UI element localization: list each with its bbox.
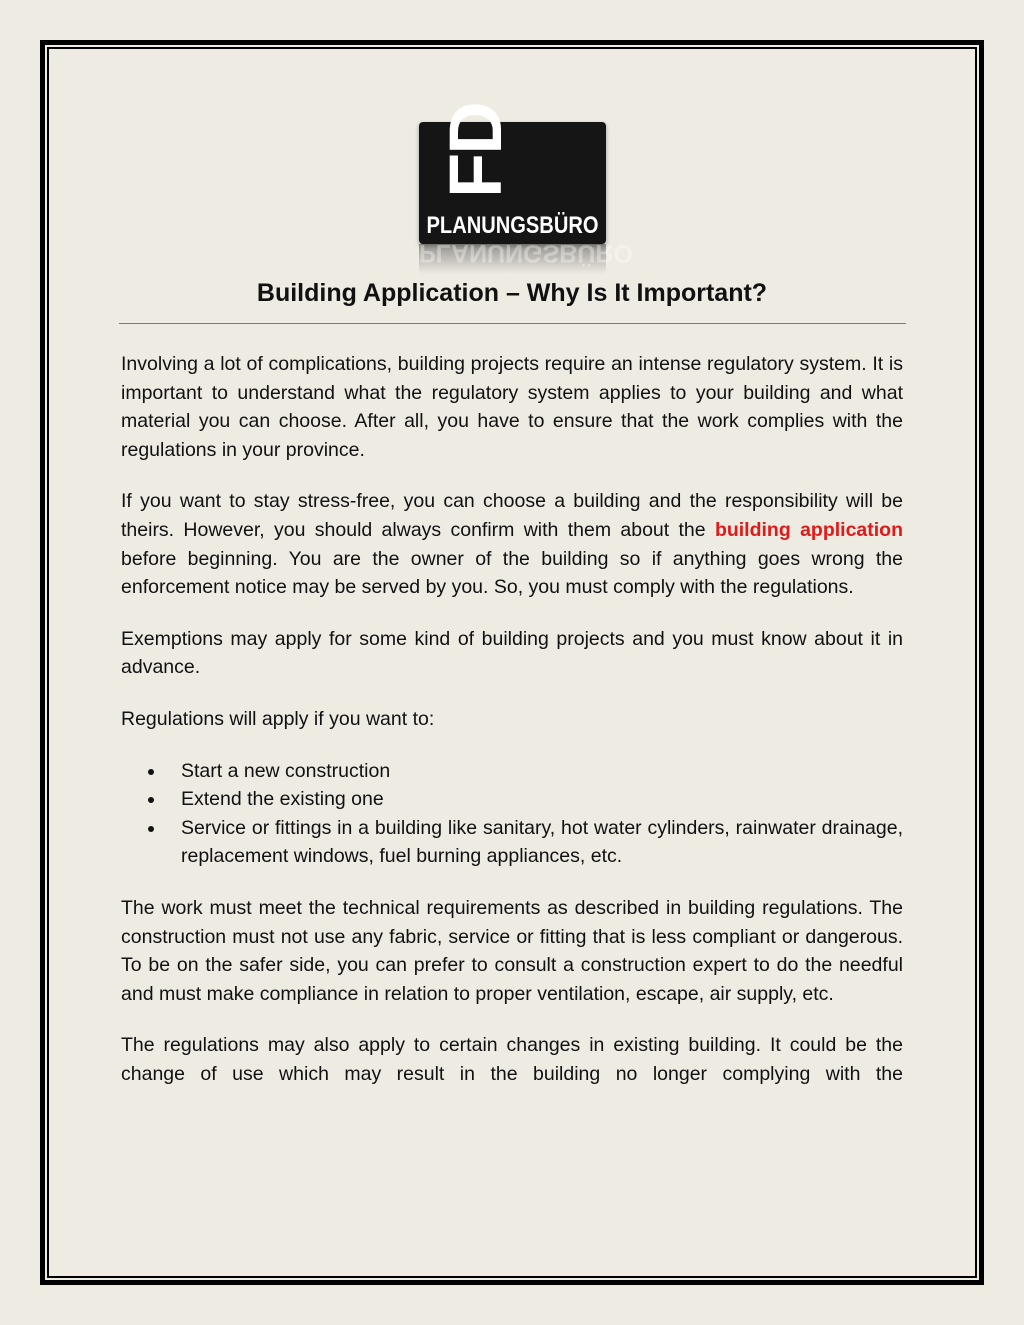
logo-reflection-text: PLANUNGSBÜRO: [419, 239, 633, 267]
paragraph-text: If you want to stay stress-free, you can choose a building and the responsibility will be theirs. However, you should always confirm with them about the: [121, 490, 903, 541]
paragraph: The regulations may also apply to certain changes in existing building. It could be the change of use which may result in the building no longer complying with the: [121, 1034, 903, 1085]
title-underline: [119, 323, 906, 324]
list-item: [181, 785, 903, 814]
paragraph: Involving a lot of complications, building projects require an intense regulatory system. It is important to understand what the regulatory system applies to your building and what material you can choose. After all, you have to ensure that the work complies with the regulations in your province.: [121, 353, 903, 461]
paragraph: Regulations will apply if you want to:: [121, 707, 435, 730]
document-title: Building Application – Why Is It Important?: [256, 279, 768, 307]
paragraph-text: before beginning. You are the owner of the building so if anything goes wrong the enforcement notice may be served by you. So, you must comply with the regulations.: [121, 547, 903, 599]
list-item-text: Service or fittings in a building like sanitary, hot water cylinders, rainwater drainage, replacement windows, fuel burning appliances, etc.: [181, 816, 903, 868]
list-item-text: Start a new construction: [181, 759, 391, 782]
bullet-icon: [148, 797, 154, 803]
logo-monogram: [434, 103, 517, 198]
fd-planungsburo-logo: [419, 103, 606, 244]
paragraph: Exemptions may apply for some kind of building projects and you must know about it in advance.: [121, 627, 903, 679]
building-application-link[interactable]: building application: [714, 518, 903, 541]
bullet-icon: [148, 826, 154, 832]
logo-vertical-text: FD: [434, 103, 517, 198]
paragraph: The work must meet the technical requirements as described in building regulations. The construction must not use any fabric, service or fitting that is less compliant or dangerous. To be on the safer side, you can prefer to consult a construction expert to do the needful and must make compliance in relation to proper ventilation, escape, air supply, etc.: [121, 896, 903, 1005]
document-body: [121, 350, 903, 1111]
list-item: [181, 814, 903, 871]
list-item-text: Extend the existing one: [181, 788, 384, 811]
logo-graphic: [419, 103, 606, 244]
bullet-icon: [148, 769, 154, 775]
logo-brand-text: PLANUNGSBÜRO: [426, 212, 599, 239]
regulations-list: [121, 757, 903, 871]
paragraph: [121, 487, 903, 601]
list-item: [181, 757, 903, 786]
logo-reflection: [419, 239, 633, 274]
